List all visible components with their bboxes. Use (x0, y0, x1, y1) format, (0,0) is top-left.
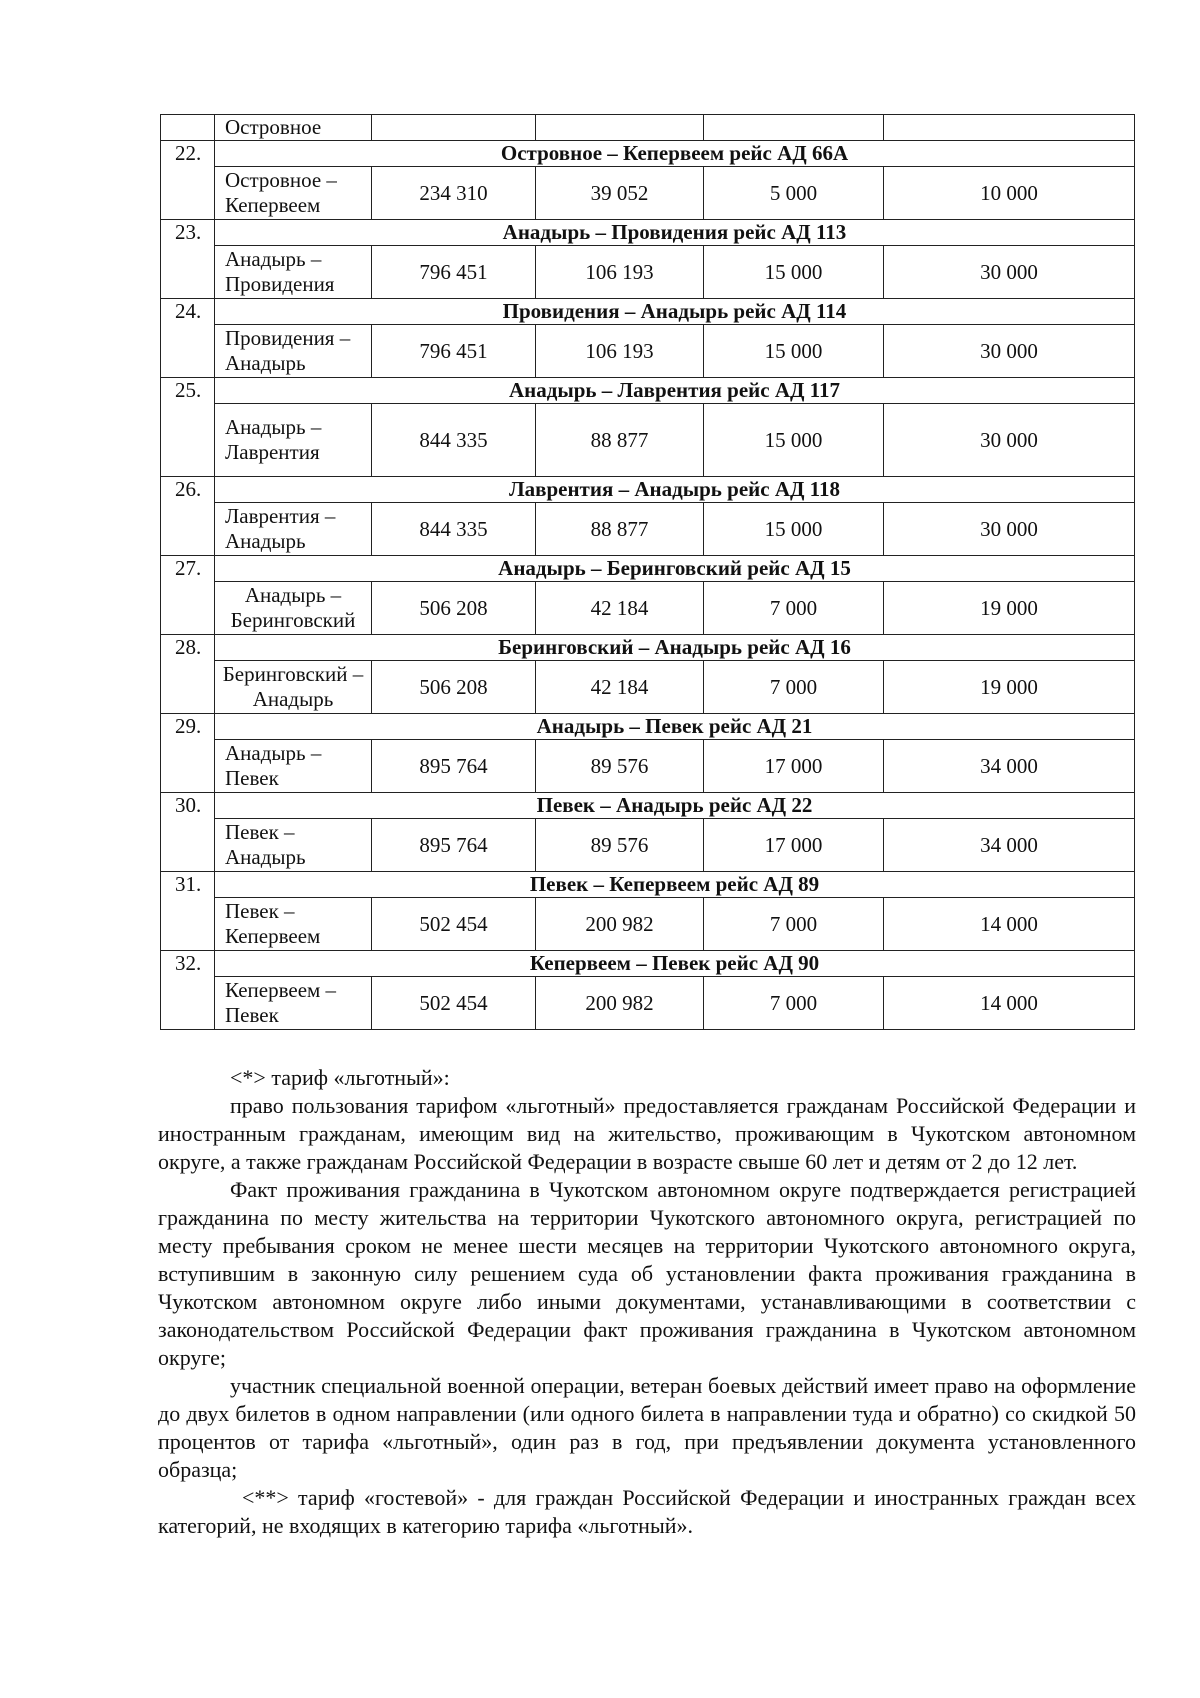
tariff-value-cell: 14 000 (884, 977, 1135, 1030)
footnote-paragraph: Факт проживания гражданина в Чукотском автономном округе подтверждается регистрацией гражданина по месту жительства на территории Чукотского автономного округа, регистрацией по месту пребывания сроком не менее шести месяцев на территории Чукотского автономного округа, вступившим в законную силу решением суда об установлении факта проживания гражданина в Чукотском автономном округе либо иными документами, устанавливающими в соответствии с законодательством Российской Федерации факт проживания гражданина в Чукотском автономном округе; (158, 1177, 1136, 1370)
tariff-value-cell: 39 052 (536, 167, 704, 220)
value-cell (704, 115, 884, 141)
route-header-row (161, 635, 1135, 661)
route-data-row (161, 582, 1135, 635)
tariff-value-cell: 106 193 (536, 246, 704, 299)
tariff-value-cell: 895 764 (372, 740, 536, 793)
route-name-cell: Певек – Анадырь (215, 819, 372, 872)
tariff-value-cell: 30 000 (884, 246, 1135, 299)
route-number-cell: 24. (161, 299, 215, 378)
tariff-value-cell: 88 877 (536, 503, 704, 556)
route-number-cell: 22. (161, 141, 215, 220)
route-header-cell: Анадырь – Провидения рейс АД 113 (215, 220, 1135, 246)
route-header-cell: Анадырь – Лаврентия рейс АД 117 (215, 378, 1135, 404)
tariff-value-cell: 5 000 (704, 167, 884, 220)
tariff-table (160, 114, 1135, 1030)
tariff-value-cell: 200 982 (536, 898, 704, 951)
route-data-row (161, 246, 1135, 299)
route-number-cell: 30. (161, 793, 215, 872)
route-name-cell: Анадырь – Беринговский (215, 582, 372, 635)
route-number-cell: 23. (161, 220, 215, 299)
route-header-row (161, 141, 1135, 167)
route-name-cell: Провидения – Анадырь (215, 325, 372, 378)
route-header-row (161, 477, 1135, 503)
tariff-value-cell: 796 451 (372, 325, 536, 378)
tariff-value-cell: 19 000 (884, 582, 1135, 635)
route-header-row (161, 714, 1135, 740)
route-name-cell: Кепервеем – Певек (215, 977, 372, 1030)
route-number-cell: 32. (161, 951, 215, 1030)
tariff-value-cell: 34 000 (884, 740, 1135, 793)
tariff-value-cell: 200 982 (536, 977, 704, 1030)
route-name-cell: Анадырь – Провидения (215, 246, 372, 299)
route-name-cell: Островное (215, 115, 372, 141)
route-name-cell: Лаврентия – Анадырь (215, 503, 372, 556)
tariff-value-cell: 15 000 (704, 325, 884, 378)
route-header-cell: Анадырь – Беринговский рейс АД 15 (215, 556, 1135, 582)
tariff-value-cell: 42 184 (536, 661, 704, 714)
route-header-row (161, 872, 1135, 898)
tariff-value-cell: 17 000 (704, 740, 884, 793)
route-header-row (161, 378, 1135, 404)
tariff-value-cell: 506 208 (372, 661, 536, 714)
tariff-value-cell: 502 454 (372, 898, 536, 951)
route-header-cell: Островное – Кепервеем рейс АД 66А (215, 141, 1135, 167)
route-header-cell: Кепервеем – Певек рейс АД 90 (215, 951, 1135, 977)
tariff-value-cell: 106 193 (536, 325, 704, 378)
tariff-value-cell: 88 877 (536, 404, 704, 477)
route-header-row (161, 951, 1135, 977)
route-number-cell: 27. (161, 556, 215, 635)
tariff-value-cell: 19 000 (884, 661, 1135, 714)
route-header-cell: Певек – Анадырь рейс АД 22 (215, 793, 1135, 819)
tariff-value-cell: 844 335 (372, 404, 536, 477)
route-data-row (161, 661, 1135, 714)
tariff-value-cell: 30 000 (884, 404, 1135, 477)
route-header-row (161, 220, 1135, 246)
route-header-cell: Певек – Кепервеем рейс АД 89 (215, 872, 1135, 898)
tariff-value-cell: 89 576 (536, 740, 704, 793)
footnote-paragraph: право пользования тарифом «льготный» предоставляется гражданам Российской Федерации и иностранным гражданам, имеющим вид на жительство, проживающим в Чукотском автономном округе, а также гражданам Российской Федерации в возрасте свыше 60 лет и детям от 2 до 12 лет. (158, 1093, 1136, 1174)
tariff-value-cell: 15 000 (704, 404, 884, 477)
tariff-value-cell: 89 576 (536, 819, 704, 872)
route-name-cell: Анадырь – Лаврентия (215, 404, 372, 477)
route-data-row (161, 740, 1135, 793)
value-cell (536, 115, 704, 141)
value-cell (372, 115, 536, 141)
route-header-cell: Провидения – Анадырь рейс АД 114 (215, 299, 1135, 325)
route-data-row (161, 819, 1135, 872)
route-data-row (161, 167, 1135, 220)
tariff-table-body (161, 115, 1135, 1030)
tariff-value-cell: 34 000 (884, 819, 1135, 872)
footnotes (158, 1064, 1136, 1540)
number-cell (161, 115, 215, 141)
value-cell (884, 115, 1135, 141)
route-header-row (161, 793, 1135, 819)
tariff-value-cell: 7 000 (704, 582, 884, 635)
tariff-value-cell: 7 000 (704, 661, 884, 714)
route-name-cell: Беринговский – Анадырь (215, 661, 372, 714)
tariff-value-cell: 506 208 (372, 582, 536, 635)
tariff-value-cell: 42 184 (536, 582, 704, 635)
route-data-row (161, 503, 1135, 556)
footnote-paragraph: участник специальной военной операции, ветеран боевых действий имеет право на оформление до двух билетов в одном направлении (или одного билета в направлении туда и обратно) со скидкой 50 процентов от тарифа «льготный», один раз в год, при предъявлении документа установленного образца; (158, 1373, 1136, 1482)
tariff-value-cell: 7 000 (704, 977, 884, 1030)
route-data-row (161, 325, 1135, 378)
tariff-value-cell: 30 000 (884, 503, 1135, 556)
route-number-cell: 31. (161, 872, 215, 951)
route-number-cell: 25. (161, 378, 215, 477)
table-row-continuation (161, 115, 1135, 141)
route-name-cell: Анадырь – Певек (215, 740, 372, 793)
footnote-paragraph: <*> тариф «льготный»: (230, 1065, 450, 1090)
route-header-cell: Анадырь – Певек рейс АД 21 (215, 714, 1135, 740)
tariff-value-cell: 502 454 (372, 977, 536, 1030)
footnote-paragraph: <**> тариф «гостевой» - для граждан Российской Федерации и иностранных граждан всех категорий, не входящих в категорию тарифа «льготный». (158, 1485, 1136, 1538)
route-data-row (161, 404, 1135, 477)
route-header-cell: Лаврентия – Анадырь рейс АД 118 (215, 477, 1135, 503)
route-name-cell: Певек – Кепервеем (215, 898, 372, 951)
route-name-cell: Островное – Кепервеем (215, 167, 372, 220)
route-number-cell: 28. (161, 635, 215, 714)
tariff-value-cell: 15 000 (704, 246, 884, 299)
tariff-value-cell: 234 310 (372, 167, 536, 220)
route-header-row (161, 299, 1135, 325)
tariff-value-cell: 7 000 (704, 898, 884, 951)
route-number-cell: 29. (161, 714, 215, 793)
tariff-value-cell: 10 000 (884, 167, 1135, 220)
tariff-value-cell: 895 764 (372, 819, 536, 872)
route-header-row (161, 556, 1135, 582)
route-header-cell: Беринговский – Анадырь рейс АД 16 (215, 635, 1135, 661)
tariff-value-cell: 796 451 (372, 246, 536, 299)
tariff-value-cell: 844 335 (372, 503, 536, 556)
tariff-value-cell: 15 000 (704, 503, 884, 556)
tariff-value-cell: 17 000 (704, 819, 884, 872)
route-number-cell: 26. (161, 477, 215, 556)
route-data-row (161, 977, 1135, 1030)
tariff-value-cell: 14 000 (884, 898, 1135, 951)
tariff-value-cell: 30 000 (884, 325, 1135, 378)
route-data-row (161, 898, 1135, 951)
